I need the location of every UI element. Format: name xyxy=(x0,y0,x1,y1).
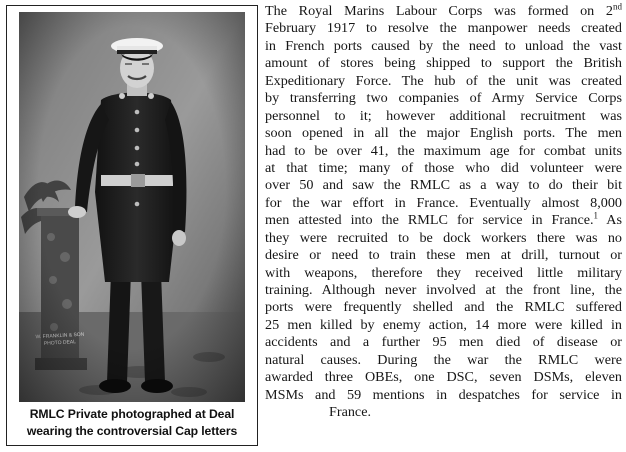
text-line: in French ports caused by the need to unload the vast xyxy=(265,37,622,54)
portrait-photo xyxy=(19,12,245,402)
text-line: by transferring two companies of Army Service Corps xyxy=(265,90,622,107)
portrait-photo-illustration xyxy=(19,12,245,402)
text-line xyxy=(265,3,622,20)
text-line: at that time; many of those who did volunteer were xyxy=(265,159,622,176)
text-line: ports were frequently shelled and the RMLC suffered xyxy=(265,299,622,316)
text-line: MSMs and 59 mentions in despatches for service in xyxy=(265,386,622,403)
text-line: soon opened in all the major English ports. The men xyxy=(265,125,622,142)
text-line: with weapons, therefore they received little military xyxy=(265,264,622,281)
text-line: amount of stores being shipped to support the British xyxy=(265,55,622,72)
figure-caption xyxy=(7,406,257,440)
text-line: they were recruited to be dock workers there was no xyxy=(265,229,622,246)
text-line: had to be over 41, the maximum age for combat units xyxy=(265,142,622,159)
text-line-1-main: The Royal Marins Labour Corps was formed on 2 xyxy=(265,3,613,19)
caption-line-2: wearing the controversial Cap letters xyxy=(26,424,238,438)
text-line: accidents and a further 95 men died of disease or xyxy=(265,334,622,351)
body-text xyxy=(265,3,622,422)
text-line: natural causes. During the war the RMLC were xyxy=(265,351,622,368)
text-line: France. xyxy=(329,404,372,421)
text-line: 25 men killed by enemy action, 14 more were killed in xyxy=(265,316,622,333)
text-line: February 1917 to resolve the manpower needs created xyxy=(265,20,622,37)
ordinal-suffix: nd xyxy=(613,1,622,12)
text-line-13-tail: As xyxy=(598,212,622,229)
text-line xyxy=(265,212,622,229)
text-line: desire or need to train these men at drill, turnout or xyxy=(265,247,622,264)
text-line: over 50 and saw the RMLC as a way to do their bit xyxy=(265,177,622,194)
text-line: training. Although never involved at the front line, the xyxy=(265,282,622,298)
figure-frame xyxy=(6,5,258,446)
text-line-13-main: men attested into the RMLC for service in France. xyxy=(265,212,594,229)
text-line: awarded three OBEs, one DSC, seven DSMs, eleven xyxy=(265,369,622,386)
text-line: personnel to it; however additional recruitment was xyxy=(265,107,622,124)
caption-line-1: RMLC Private photographed at Deal xyxy=(29,407,235,421)
text-line: Expeditionary Force. The hub of the unit was created xyxy=(265,72,622,89)
footnote-marker: 1 xyxy=(593,210,599,221)
text-line: for the war effort in France. Eventually almost 8,000 xyxy=(265,194,622,211)
